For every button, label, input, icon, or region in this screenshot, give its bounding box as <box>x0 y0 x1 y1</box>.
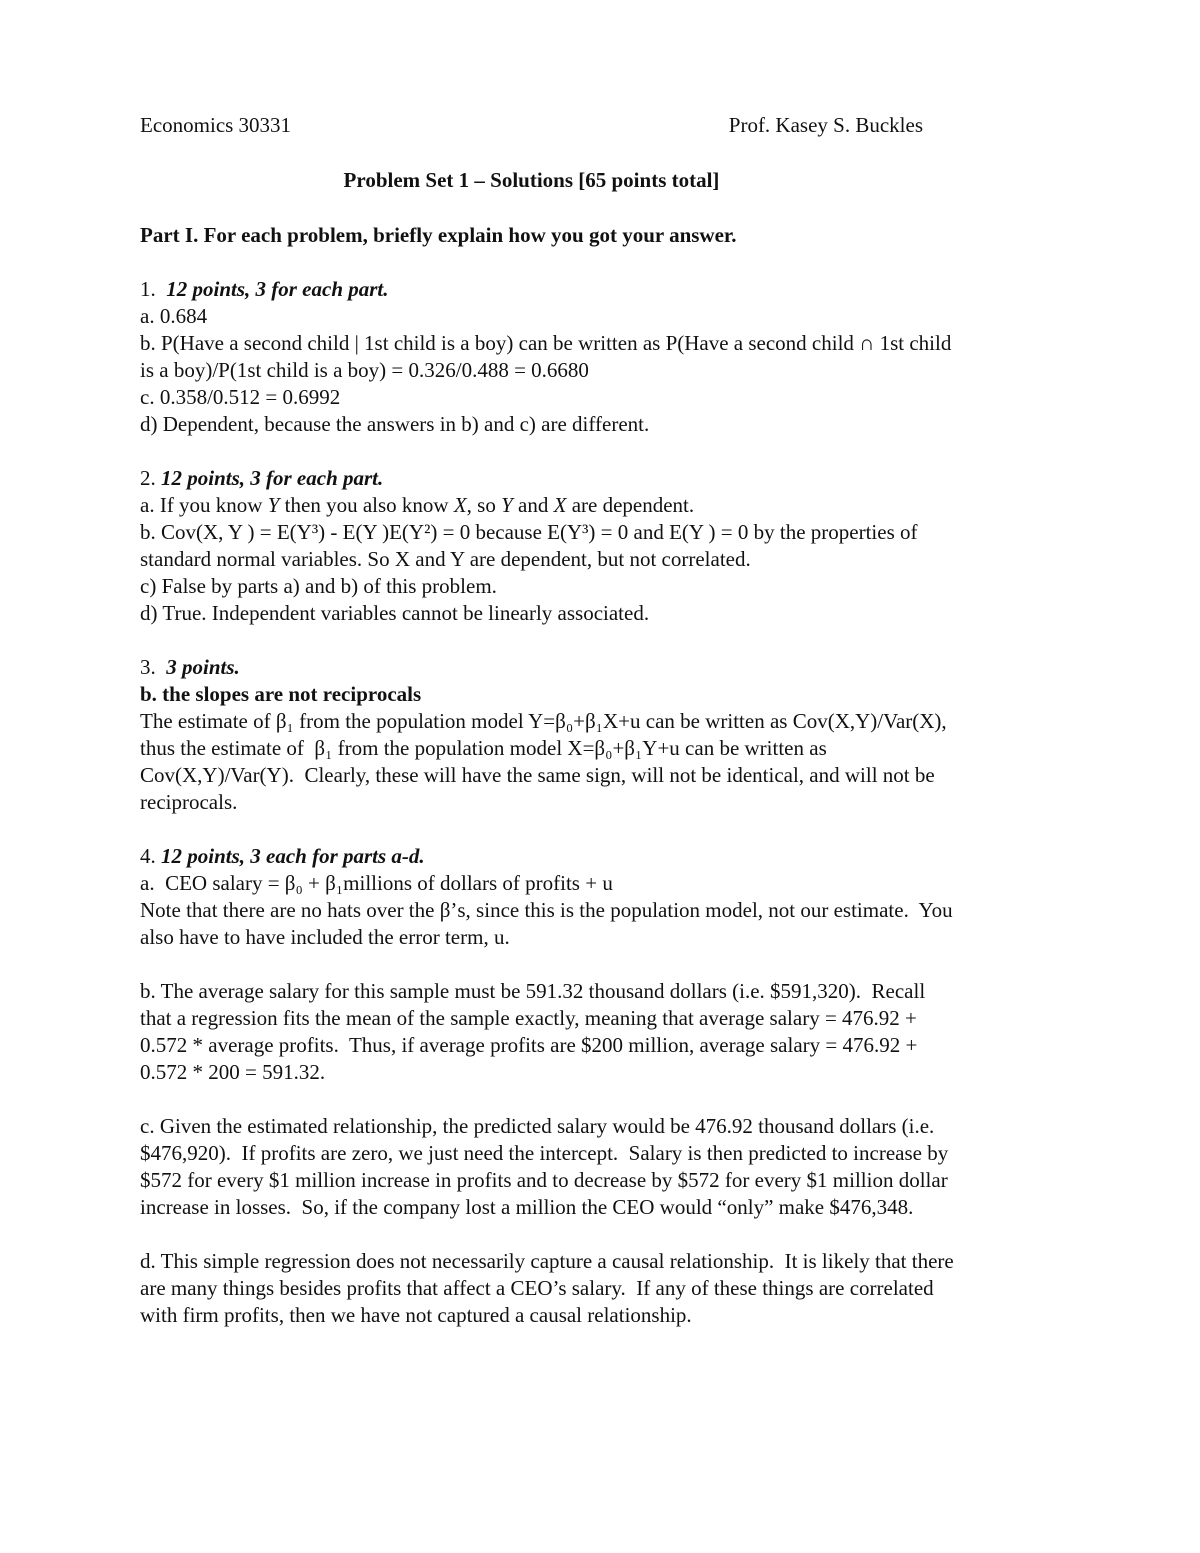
question-1-part-c: c. 0.358/0.512 = 0.6992 <box>140 385 341 409</box>
text-fragment: then you also know <box>279 493 454 517</box>
question-2-part-a <box>140 492 1060 519</box>
question-4-part-b-line-4: 0.572 * 200 = 591.32. <box>140 1060 326 1084</box>
question-4-part-d <box>140 1248 1060 1329</box>
text-fragment: a. If you know <box>140 493 268 517</box>
professor-name: Prof. Kasey S. Buckles <box>728 113 923 137</box>
question-3-number: 3. <box>140 655 167 679</box>
question-4-part-a-line-3: also have to have included the error term, u. <box>140 925 510 949</box>
variable-x: X <box>553 493 567 517</box>
question-4-part-d-line-3: with firm profits, then we have not captured a causal relationship. <box>140 1303 692 1327</box>
question-1 <box>140 276 1060 438</box>
question-1-part-b-line-1: b. P(Have a second child | 1st child is a boy) can be written as P(Have a second child ∩ 1st child <box>140 331 952 355</box>
part-1-heading: Part I. For each problem, briefly explain how you got your answer. <box>140 223 737 247</box>
question-3 <box>140 654 1060 816</box>
question-2-number: 2. <box>140 466 161 490</box>
question-4-part-c-line-4: increase in losses. So, if the company lost a million the CEO would “only” make $476,348. <box>140 1195 914 1219</box>
question-4-part-d-line-1: d. This simple regression does not necessarily capture a causal relationship. It is likely that there <box>140 1249 954 1273</box>
question-1-number: 1. <box>140 277 167 301</box>
question-3-answer: b. the slopes are not reciprocals <box>140 682 422 706</box>
question-4-part-c-line-1: c. Given the estimated relationship, the predicted salary would be 476.92 thousand dollars (i.e. <box>140 1114 935 1138</box>
question-2-part-c: c) False by parts a) and b) of this problem. <box>140 574 497 598</box>
document-header <box>140 112 923 139</box>
question-4-header <box>140 843 1060 870</box>
question-2-part-d: d) True. Independent variables cannot be linearly associated. <box>140 601 650 625</box>
document-page <box>140 112 1060 1329</box>
text-fragment: are dependent. <box>566 493 695 517</box>
question-4 <box>140 843 1060 1329</box>
variable-x: X <box>453 493 467 517</box>
question-3-line-3: Cov(X,Y)/Var(Y). Clearly, these will have the same sign, will not be identical, and will not be <box>140 763 935 787</box>
text-fragment: and <box>512 493 554 517</box>
question-4-part-b-line-1: b. The average salary for this sample must be 591.32 thousand dollars (i.e. $591,320). Recall <box>140 979 926 1003</box>
question-1-part-a: a. 0.684 <box>140 304 208 328</box>
question-2-points: 12 points, 3 for each part. <box>161 466 384 490</box>
variable-y: Y <box>501 493 513 517</box>
question-4-number: 4. <box>140 844 161 868</box>
question-2 <box>140 465 1060 627</box>
question-4-part-b-line-3: 0.572 * average profits. Thus, if average profits are $200 million, average salary = 476.92 + <box>140 1033 918 1057</box>
question-3-line-1: The estimate of β₁ from the population model Y=β₀+β₁X+u can be written as Cov(X,Y)/Var(X), <box>140 709 947 733</box>
question-3-header <box>140 654 1060 681</box>
text-fragment: , so <box>466 493 502 517</box>
question-2-header <box>140 465 1060 492</box>
variable-y: Y <box>267 493 280 517</box>
question-1-points: 12 points, 3 for each part. <box>166 277 389 301</box>
question-4-part-b-line-2: that a regression fits the mean of the sample exactly, meaning that average salary = 476.92 + <box>140 1006 917 1030</box>
question-4-part-b <box>140 978 1060 1086</box>
question-1-part-b-line-2: is a boy)/P(1st child is a boy) = 0.326/0.488 = 0.6680 <box>140 358 589 382</box>
question-3-line-2: thus the estimate of β₁ from the population model X=β₀+β₁Y+u can be written as <box>140 736 827 760</box>
question-4-part-c-line-2: $476,920). If profits are zero, we just need the intercept. Salary is then predicted to increase by <box>140 1141 949 1165</box>
question-4-part-c-line-3: $572 for every $1 million increase in profits and to decrease by $572 for every $1 million dollar <box>140 1168 948 1192</box>
question-3-points: 3 points. <box>166 655 240 679</box>
question-4-part-a-line-1: a. CEO salary = β₀ + β₁millions of dollars of profits + u <box>140 871 613 895</box>
question-4-part-a-line-2: Note that there are no hats over the β’s, since this is the population model, not our estimate. You <box>140 898 953 922</box>
question-1-part-d: d) Dependent, because the answers in b) and c) are different. <box>140 412 650 436</box>
question-2-part-b-line-1: b. Cov(X, Y ) = E(Y³) - E(Y )E(Y²) = 0 because E(Y³) = 0 and E(Y ) = 0 by the properties of <box>140 520 918 544</box>
question-4-part-d-line-2: are many things besides profits that affect a CEO’s salary. If any of these things are correlated <box>140 1276 934 1300</box>
document-title: Problem Set 1 – Solutions [65 points total] <box>343 168 720 192</box>
question-4-points: 12 points, 3 each for parts a-d. <box>161 844 425 868</box>
question-4-part-c <box>140 1113 1060 1221</box>
question-1-header <box>140 276 1060 303</box>
question-3-line-4: reciprocals. <box>140 790 238 814</box>
course-name: Economics 30331 <box>140 113 292 137</box>
question-2-part-b-line-2: standard normal variables. So X and Y are dependent, but not correlated. <box>140 547 751 571</box>
